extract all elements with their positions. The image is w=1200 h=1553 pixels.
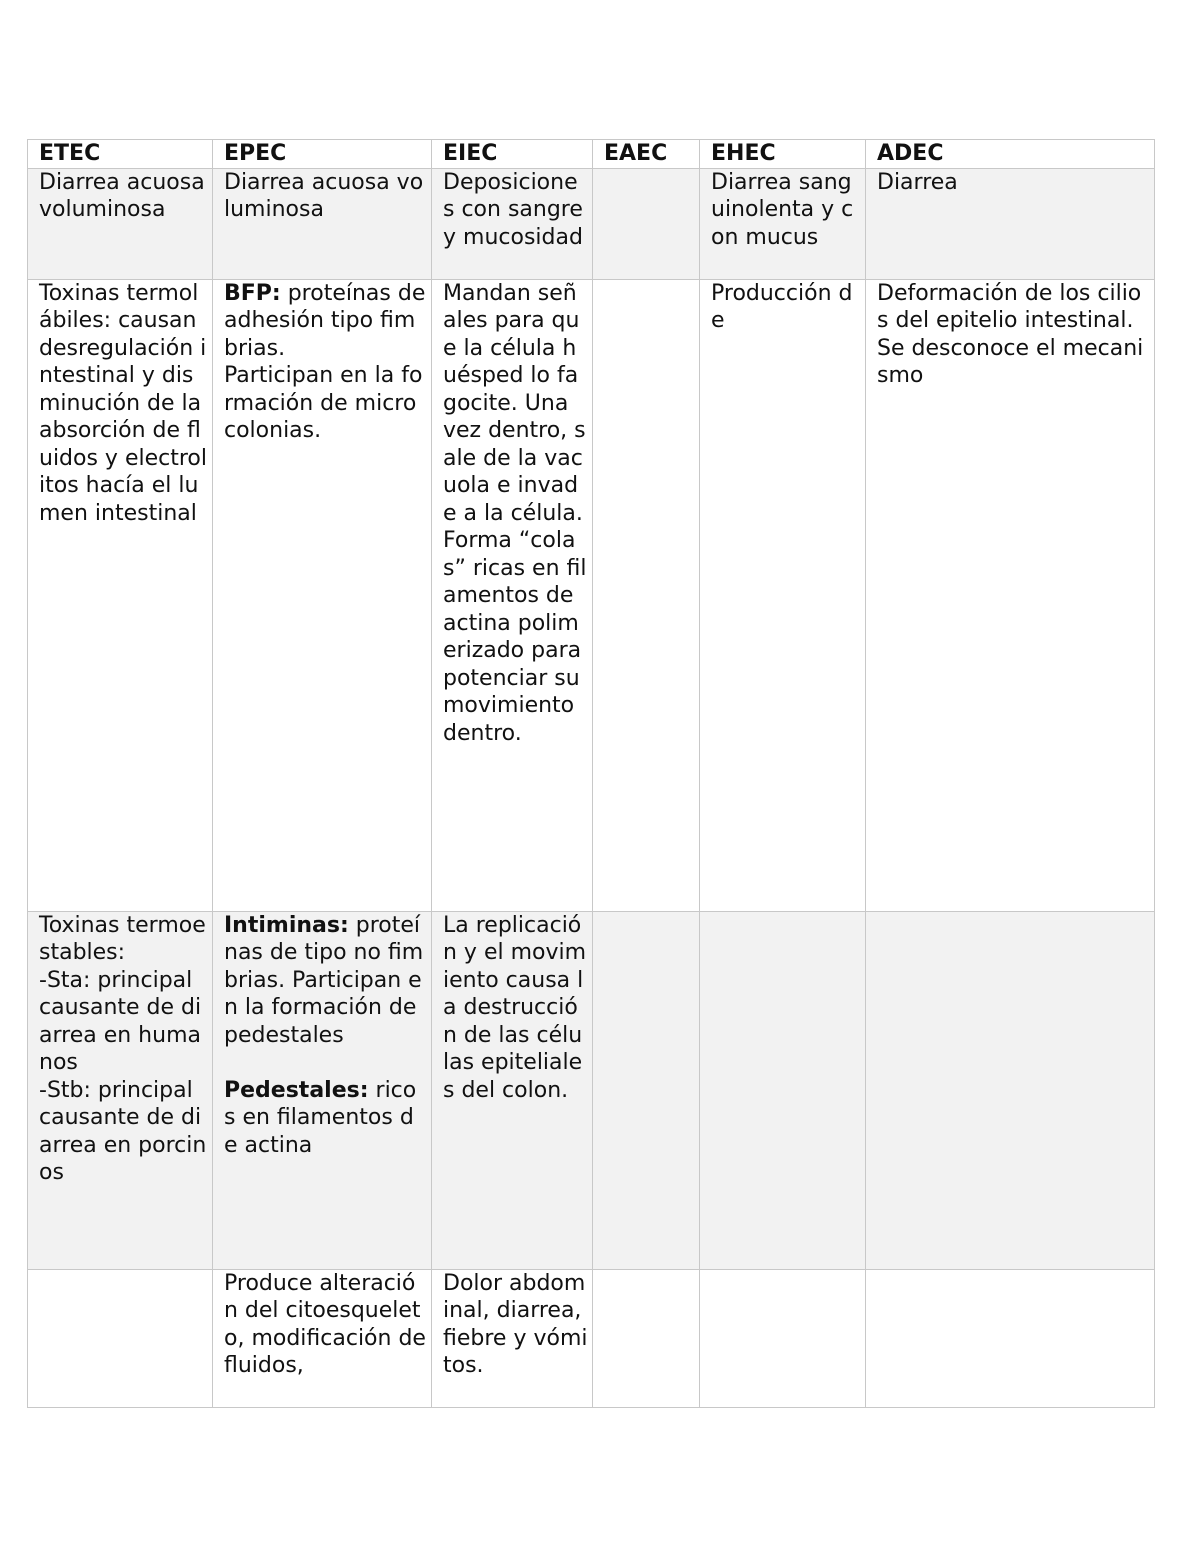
header-eaec: EAEC [593, 140, 700, 169]
cell-text: Se desconoce el mecanismo [877, 335, 1144, 388]
header-epec: EPEC [213, 140, 432, 169]
cell-adec: Diarrea [866, 168, 1155, 279]
cell-eiec: Deposiciones con sangre y mucosidad [432, 168, 593, 279]
cell-ehec: Diarrea sanguinolenta y con mucus [700, 168, 866, 279]
cell-label: BFP: [224, 280, 281, 306]
table-header-row [28, 140, 1155, 169]
cell-eaec [593, 279, 700, 911]
cell-etec: Diarrea acuosa voluminosa [28, 168, 213, 279]
cell-text: -Sta: principal causante de diarrea en humanos [39, 967, 202, 1075]
header-etec: ETEC [28, 140, 213, 169]
cell-eaec [593, 168, 700, 279]
cell-ehec [700, 911, 866, 1269]
header-eiec: EIEC [432, 140, 593, 169]
header-adec: ADEC [866, 140, 1155, 169]
cell-label: Intiminas: [224, 912, 349, 938]
cell-text: Toxinas termoestables: [39, 912, 206, 965]
cell-eiec: La replicación y el movimiento causa la destrucción de las células epiteliales del colon. [432, 911, 593, 1269]
cell-adec [866, 279, 1155, 911]
cell-eiec: Dolor abdominal, diarrea, fiebre y vómitos. [432, 1269, 593, 1407]
cell-text: ricos en filamentos de actina [224, 1077, 417, 1158]
cell-ehec [700, 1269, 866, 1407]
cell-eaec [593, 911, 700, 1269]
pathotype-comparison-table [27, 139, 1155, 1408]
header-ehec: EHEC [700, 140, 866, 169]
cell-ehec: Producción de [700, 279, 866, 911]
cell-text: -Stb: principal causante de diarrea en porcinos [39, 1077, 207, 1185]
cell-epec [213, 911, 432, 1269]
cell-epec: Produce alteración del citoesqueleto, modificación de fluidos, [213, 1269, 432, 1407]
cell-text: proteínas de tipo no fimbrias. Participan en la formación de pedestales [224, 912, 424, 1048]
cell-epec: Diarrea acuosa voluminosa [213, 168, 432, 279]
cell-etec [28, 1269, 213, 1407]
cell-etec [28, 911, 213, 1269]
table-row [28, 168, 1155, 279]
table-row [28, 279, 1155, 911]
cell-text: Deformación de los cilios del epitelio intestinal. [877, 280, 1142, 333]
cell-eiec: Mandan señales para que la célula huésped lo fagocite. Una vez dentro, sale de la vacuola e invade a la célula. Forma “colas” ricas en filamentos de actina polimerizado para potenciar su movimiento dentro. [432, 279, 593, 911]
cell-epec [213, 279, 432, 911]
cell-text: Participan en la formación de microcolonias. [224, 363, 423, 443]
cell-adec [866, 1269, 1155, 1407]
cell-text: proteínas de adhesión tipo fimbrias. [224, 280, 426, 361]
cell-label: Pedestales: [224, 1077, 369, 1103]
table-row [28, 1269, 1155, 1407]
cell-adec [866, 911, 1155, 1269]
table-row [28, 911, 1155, 1269]
cell-etec: Toxinas termolábiles: causan desregulación intestinal y disminución de la absorción de fluidos y electrolitos hacía el lumen intestinal [28, 279, 213, 911]
cell-eaec [593, 1269, 700, 1407]
